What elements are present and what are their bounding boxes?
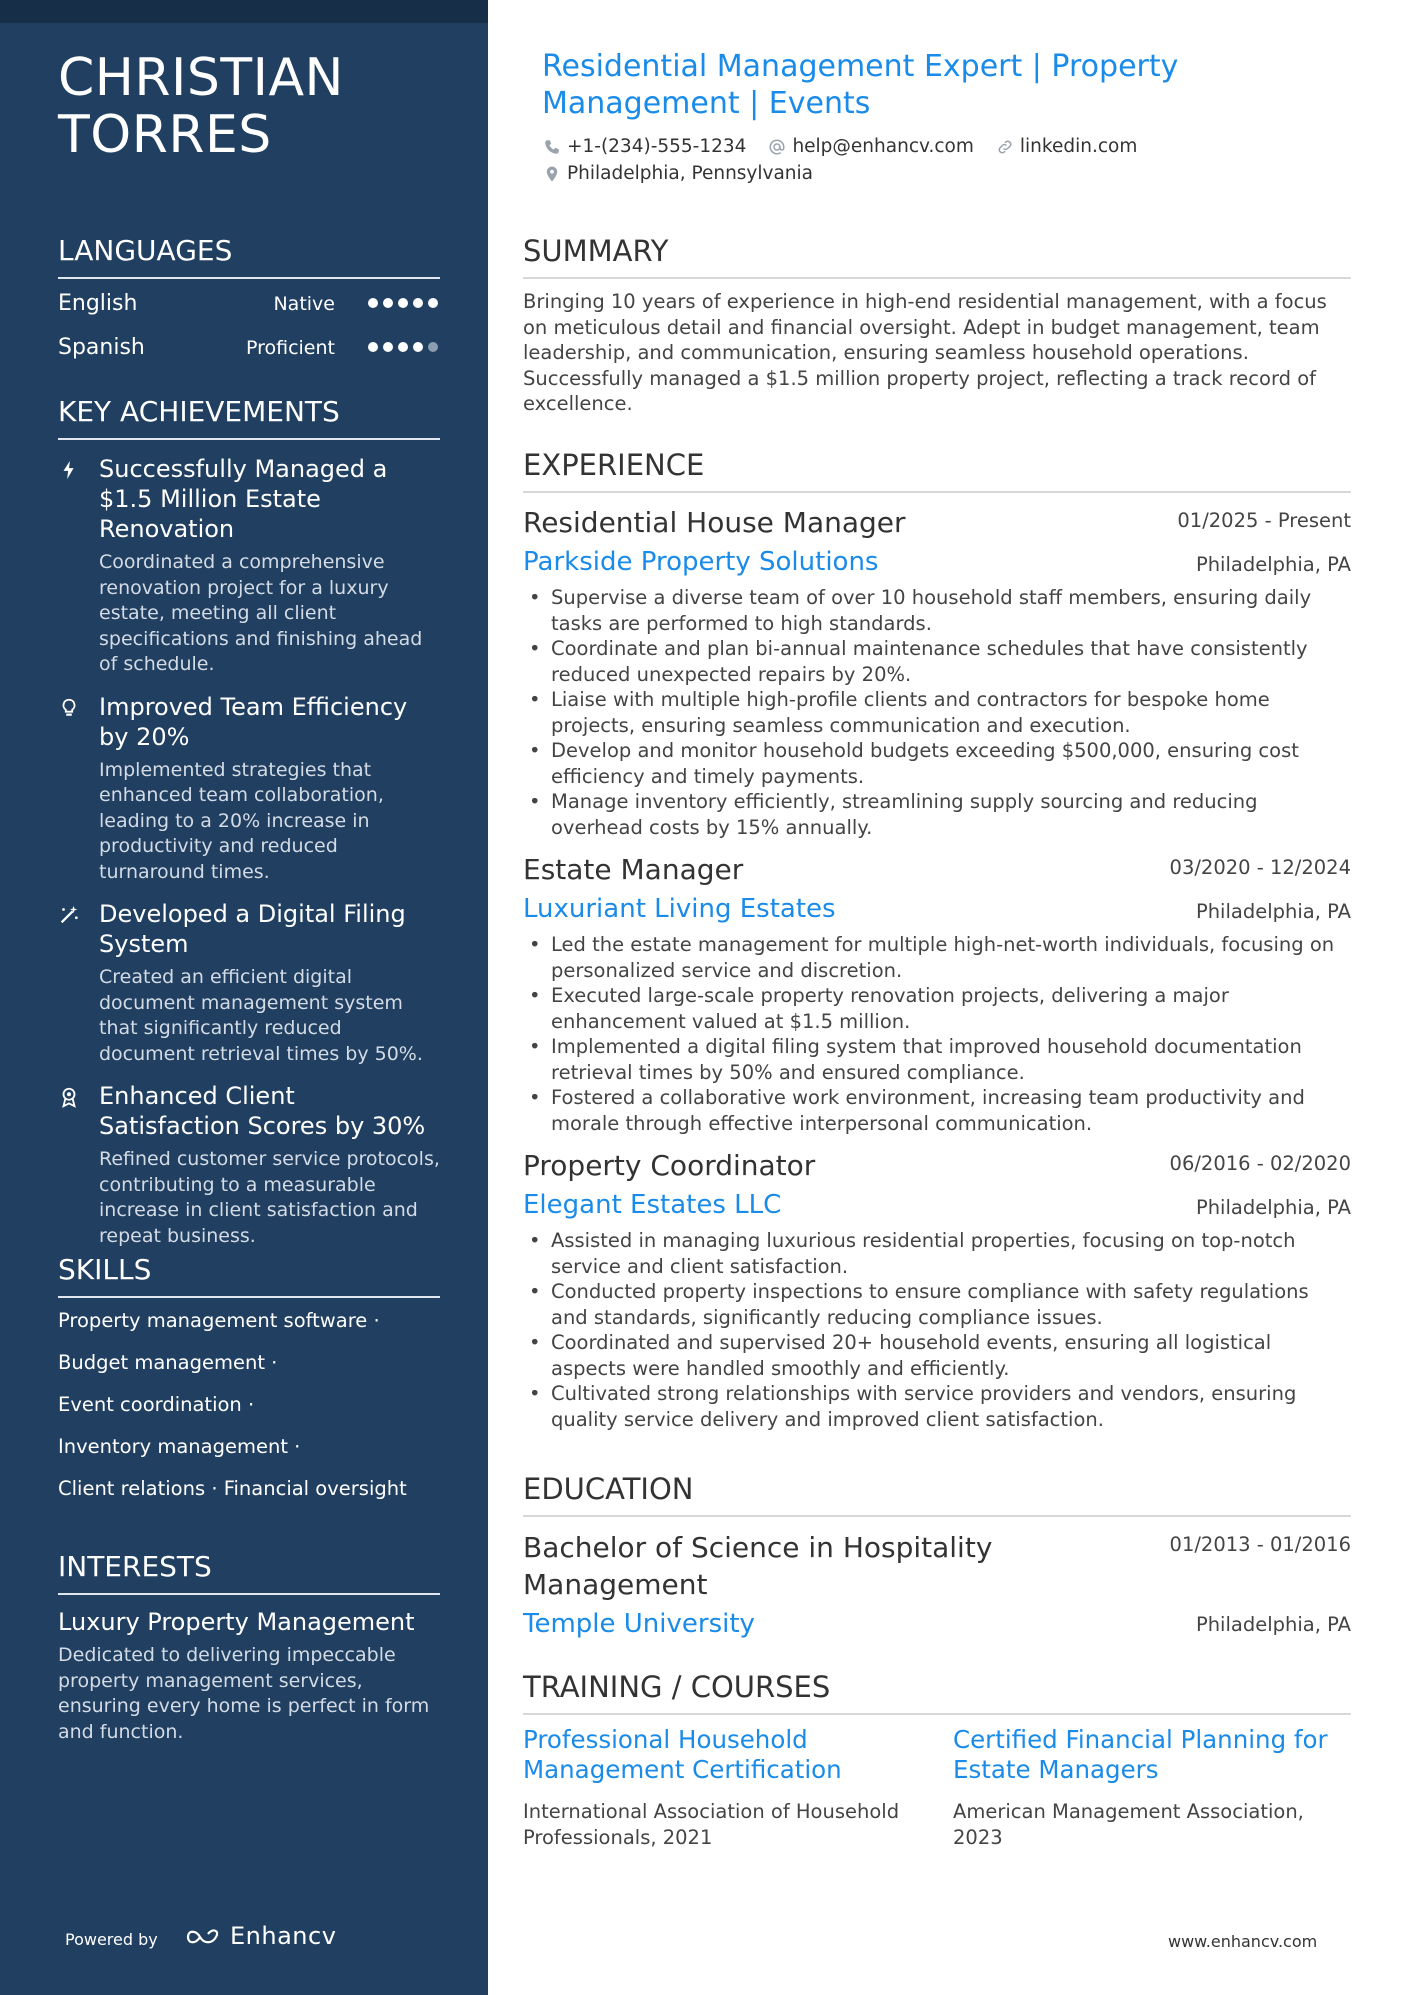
- sidebar-top-bar: [0, 0, 488, 23]
- skills-section: [58, 1252, 440, 1510]
- summary-heading: SUMMARY: [523, 233, 1351, 279]
- job-bullet: • Led the estate management for multiple high-net-worth individuals, focusing on personalized service and discretion.: [523, 932, 1351, 983]
- job-bullets: [523, 1228, 1351, 1432]
- award-icon: [58, 1086, 80, 1108]
- rating-dot: [383, 342, 393, 352]
- job-entry: [523, 505, 1351, 840]
- linkedin-text[interactable]: linkedin.com: [1019, 136, 1138, 157]
- job-company: Elegant Estates LLC: [523, 1190, 782, 1220]
- achievement-desc: Refined customer service protocols, contributing to a measurable increase in client satisfaction and repeat business.: [99, 1148, 440, 1247]
- job-bullet: • Develop and monitor household budgets exceeding $500,000, ensuring cost efficiency and timely payments.: [523, 738, 1351, 789]
- achievement-desc: Implemented strategies that enhanced team collaboration, leading to a 20% increase in productivity and reduced turnaround times.: [99, 758, 384, 883]
- linkedin-contact[interactable]: [996, 136, 1137, 157]
- achievement-item: [58, 454, 440, 678]
- achievement-title: Improved Team Efficiency by 20%: [99, 692, 408, 751]
- language-row: [58, 283, 440, 327]
- education-entry: [523, 1529, 1351, 1641]
- job-bullet: • Coordinate and plan bi-annual maintenance schedules that have consistently reduced unexpected repairs by 20%.: [523, 636, 1351, 687]
- school-name: Temple University: [523, 1609, 755, 1639]
- experience-section: [523, 447, 1351, 1432]
- interest-title: Luxury Property Management: [58, 1608, 415, 1636]
- headline: Residential Management Expert | Property Management | Events: [542, 49, 1179, 121]
- language-name: English: [58, 291, 138, 316]
- rating-dot: [383, 298, 393, 308]
- education-heading: EDUCATION: [523, 1471, 1351, 1517]
- language-rating: [368, 298, 440, 310]
- job-bullet: • Cultivated strong relationships with service providers and vendors, ensuring quality service delivery and improved client satisfaction.: [523, 1381, 1351, 1432]
- language-rating: [368, 342, 440, 354]
- footer-website[interactable]: www.enhancv.com: [1168, 1932, 1318, 1951]
- email-contact[interactable]: [768, 136, 973, 157]
- link-icon: [996, 138, 1014, 156]
- job-bullet: • Implemented a digital filing system that improved household documentation retrieval times by 50% and ensured compliance.: [523, 1034, 1351, 1085]
- rating-dot: [398, 298, 408, 308]
- rating-dot: [413, 342, 423, 352]
- course-item: [953, 1725, 1343, 1850]
- phone-contact: [543, 136, 746, 157]
- interests-heading: INTERESTS: [58, 1549, 440, 1595]
- magic-wand-icon: [58, 904, 80, 926]
- languages-section: [58, 233, 440, 371]
- education-section: [523, 1471, 1351, 1641]
- job-date: 06/2016 - 02/2020: [1169, 1152, 1351, 1175]
- languages-heading: LANGUAGES: [58, 233, 440, 279]
- summary-text: Bringing 10 years of experience in high-end residential management, with a focus on meticulous detail and financial oversight. Adept in budget management, team leadership, and communication, ensuring seamless household operations. Successfully managed a $1.5 million property project, reflecting a track record of excellence.: [523, 290, 1327, 415]
- job-title: Estate Manager: [523, 853, 744, 886]
- job-location: Philadelphia, PA: [1195, 900, 1351, 923]
- sidebar: [0, 0, 488, 1995]
- job-bullets: [523, 585, 1351, 840]
- education-date: 01/2013 - 01/2016: [1169, 1533, 1351, 1556]
- achievement-title: Developed a Digital Filing System: [99, 900, 406, 958]
- job-bullet: • Supervise a diverse team of over 10 household staff members, ensuring daily tasks are performed to high standards.: [523, 585, 1351, 636]
- rating-dot: [428, 298, 438, 308]
- rating-dot: [398, 342, 408, 352]
- job-date: 01/2025 - Present: [1177, 509, 1351, 532]
- enhancv-logo-icon: [184, 1922, 224, 1952]
- job-bullet: • Conducted property inspections to ensure compliance with safety regulations and standards, significantly reducing compliance issues.: [523, 1279, 1351, 1330]
- school-location: Philadelphia, PA: [1195, 1613, 1351, 1636]
- achievement-item: [58, 899, 440, 1067]
- summary-section: [523, 233, 1351, 417]
- rating-dot: [413, 298, 423, 308]
- bolt-icon: [58, 459, 80, 481]
- skills-heading: SKILLS: [58, 1252, 440, 1298]
- job-company: Parkside Property Solutions: [523, 547, 879, 577]
- achievement-desc: Created an efficient digital document management system that significantly reduced document retrieval times by 50%.: [99, 966, 423, 1065]
- course-desc: American Management Association, 2023: [953, 1800, 1304, 1849]
- lightbulb-icon: [58, 697, 80, 719]
- job-bullets: [523, 932, 1351, 1136]
- job-bullet: • Coordinated and supervised 20+ household events, ensuring all logistical aspects were handled smoothly and efficiently.: [523, 1330, 1351, 1381]
- skill-item: Budget management ·: [58, 1351, 278, 1374]
- interest-desc: Dedicated to delivering impeccable property management services, ensuring every home is perfect in form and function.: [58, 1644, 430, 1743]
- achievement-desc: Coordinated a comprehensive renovation project for a luxury estate, meeting all client specifications and finishing ahead of schedule.: [99, 551, 423, 675]
- job-entry: [523, 1148, 1351, 1432]
- phone-icon: [543, 138, 561, 156]
- job-company: Luxuriant Living Estates: [523, 894, 836, 924]
- language-name: Spanish: [58, 335, 145, 360]
- degree-title: Bachelor of Science in Hospitality Management: [523, 1531, 993, 1601]
- job-bullet: • Executed large-scale property renovation projects, delivering a major enhancement valued at $1.5 million.: [523, 983, 1351, 1034]
- course-title: Certified Financial Planning for Estate Managers: [953, 1725, 1328, 1784]
- email-text[interactable]: help@enhancv.com: [792, 136, 974, 157]
- achievement-title: Successfully Managed a $1.5 Million Estate Renovation: [99, 455, 388, 543]
- job-bullet: • Assisted in managing luxurious residential properties, focusing on top-notch service and client satisfaction.: [523, 1228, 1351, 1279]
- rating-dot: [428, 342, 438, 352]
- powered-by-label: Powered by: [65, 1930, 158, 1949]
- rating-dot: [368, 298, 378, 308]
- skill-item: Property management software ·: [58, 1309, 380, 1332]
- phone-text: +1-(234)-555-1234: [567, 136, 747, 157]
- skill-item: Event coordination ·: [58, 1393, 255, 1416]
- contact-row: [543, 136, 1159, 157]
- language-row: [58, 327, 440, 371]
- enhancv-brand-name: Enhancv: [230, 1922, 337, 1950]
- experience-heading: EXPERIENCE: [523, 447, 1351, 493]
- achievements-section: [58, 394, 440, 1249]
- training-section: [523, 1669, 1351, 1869]
- course-desc: International Association of Household Professionals, 2021: [523, 1800, 900, 1849]
- job-date: 03/2020 - 12/2024: [1169, 856, 1351, 879]
- interests-section: [58, 1549, 440, 1745]
- job-location: Philadelphia, PA: [1195, 553, 1351, 576]
- achievement-item: [58, 1081, 440, 1249]
- job-entry: [523, 852, 1351, 1136]
- location-row: [543, 163, 835, 184]
- achievement-title: Enhanced Client Satisfaction Scores by 30%: [99, 1082, 426, 1140]
- job-title: Residential House Manager: [523, 506, 906, 539]
- job-bullet: • Fostered a collaborative work environment, increasing team productivity and morale through effective interpersonal communication.: [523, 1085, 1351, 1136]
- candidate-name: CHRISTIAN TORRES: [58, 48, 344, 165]
- language-level: Proficient: [245, 337, 335, 359]
- rating-dot: [368, 342, 378, 352]
- skill-item: Inventory management ·: [58, 1435, 301, 1458]
- job-location: Philadelphia, PA: [1195, 1196, 1351, 1219]
- achievements-heading: KEY ACHIEVEMENTS: [58, 394, 440, 440]
- location-text: Philadelphia, Pennsylvania: [567, 163, 814, 184]
- job-bullet: • Liaise with multiple high-profile clients and contractors for bespoke home projects, ensuring seamless communication and execution.: [523, 687, 1351, 738]
- course-title: Professional Household Management Certification: [523, 1725, 842, 1784]
- course-item: [523, 1725, 913, 1850]
- job-title: Property Coordinator: [523, 1149, 816, 1182]
- at-sign-icon: [768, 138, 786, 156]
- language-level: Native: [273, 293, 335, 315]
- training-heading: TRAINING / COURSES: [523, 1669, 1351, 1715]
- job-bullet: • Manage inventory efficiently, streamlining supply sourcing and reducing overhead costs by 15% annually.: [523, 789, 1351, 840]
- achievement-item: [58, 692, 440, 886]
- location-pin-icon: [543, 165, 561, 183]
- skill-item: Client relations · Financial oversight: [58, 1477, 407, 1500]
- location-contact: [543, 163, 813, 184]
